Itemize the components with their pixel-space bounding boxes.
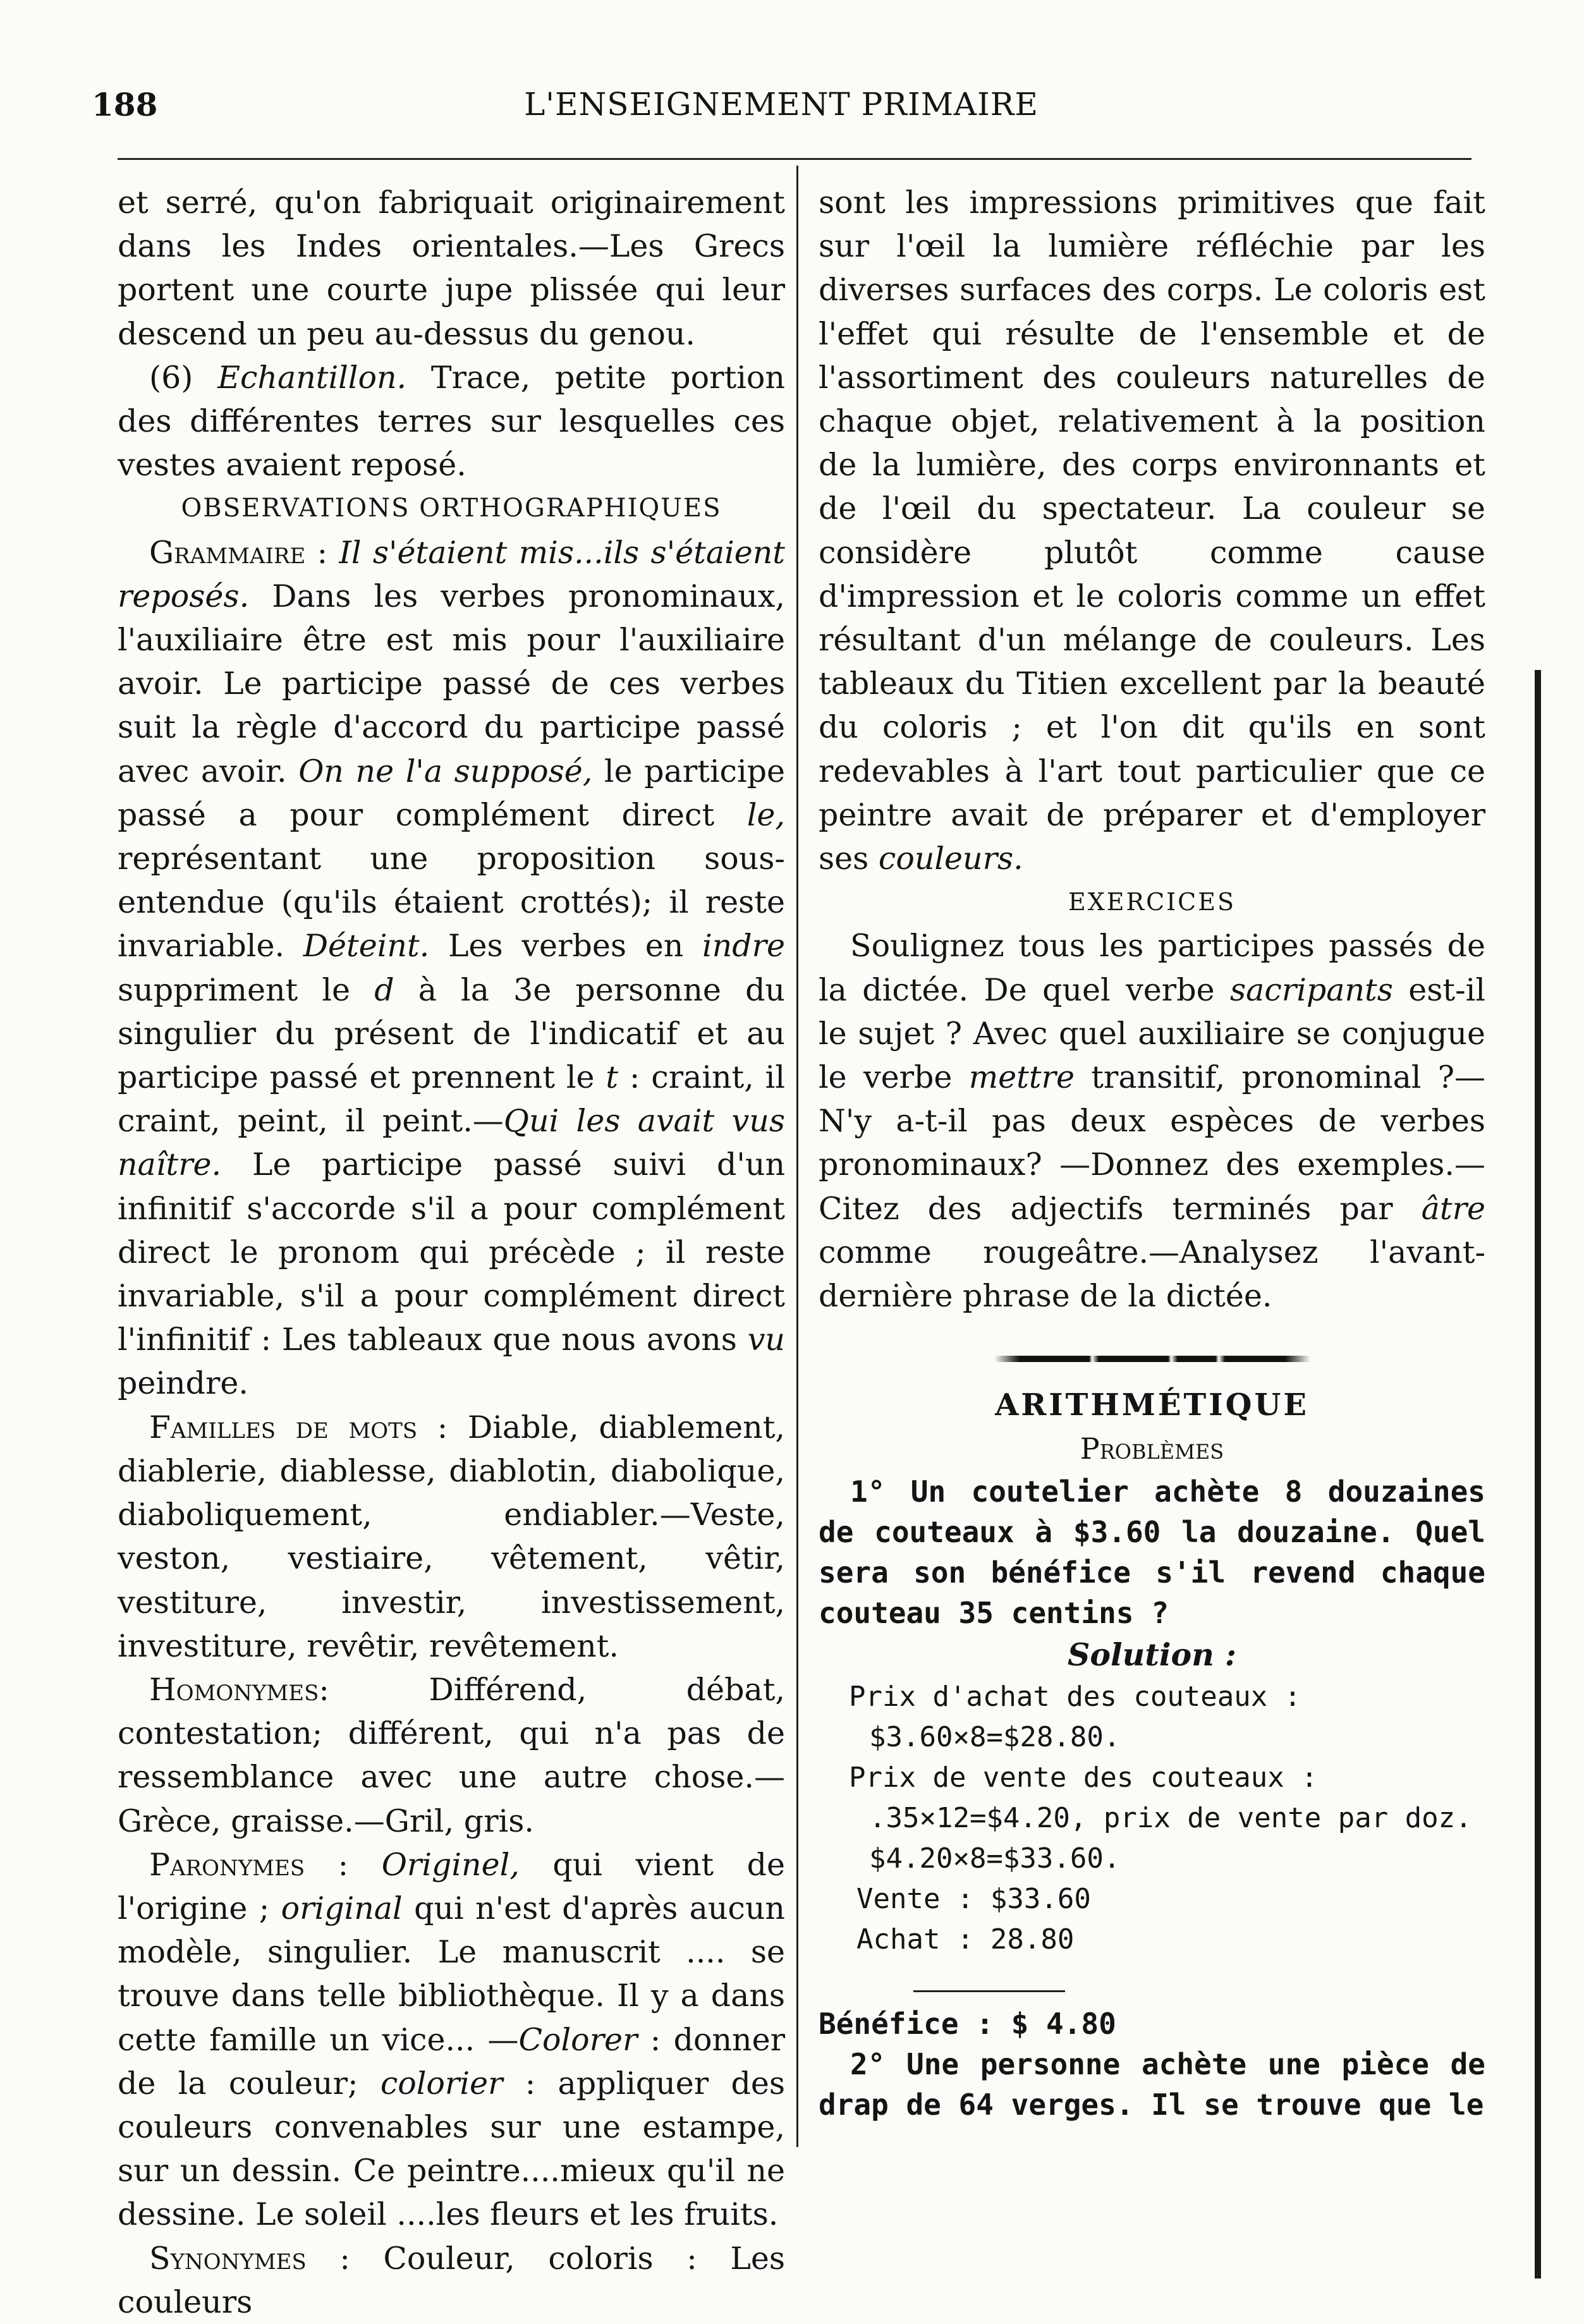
paragraph-jupe: et serré, qu'on fabriquait originairement dans les Indes orientales.—Les Grecs portent une courte jupe plissée qui leur descend un peu au-dessus du genou. [118, 185, 785, 352]
grammaire-paragraph [118, 531, 785, 1406]
solution-line: Prix de vente des couteaux : [849, 1761, 1318, 1794]
exercices-paragraph [819, 924, 1485, 1318]
text: sont les impressions primitives que fait sur l'œil la lumière réfléchie par les diverses surfaces des corps. Le coloris est l'effet qui résulte de l'ensemble et de l'assortiment des couleurs naturelles de chaque objet, relativement à la position de la lumière, des corps environnants et de l'œil du spectateur. La couleur se considère plutôt comme cause d'impression et le coloris comme un effet résultant d'un mélange de couleurs. Les tableaux du Titien excellent par la beauté du coloris ; et l'on dit qu'ils en sont redevables à l'art tout particulier que ce peintre avait de préparer et d'employer ses [819, 185, 1485, 877]
note-term: Echantillon. [217, 359, 407, 396]
example: colorier [380, 2065, 503, 2102]
text: suppriment le [118, 971, 375, 1008]
text: Les verbes en [429, 928, 702, 964]
text: Diable, diablement, diablerie, diablesse, diablotin, diabolique, diaboliquement, endiabler.—Veste, veston, vestiaire, vêtement, vêtir, vestiture, investir, investissement, investiture, revêtir, revêtement. [118, 1409, 785, 1664]
text: Couleur, coloris : Les couleurs [118, 2240, 785, 2320]
text: Dans les verbes pronominaux, l'auxiliaire être est mis pour l'auxiliaire avoir. Le participe passé de ces verbes suit la règle d'accord du participe passé avec avoir. [118, 578, 785, 789]
solution-line: .35×12=$4.20, prix de vente par doz. [869, 1801, 1472, 1834]
left-column [118, 181, 785, 2324]
page-number: 188 [92, 86, 158, 123]
problem-2: 2° Une personne achète une pièce de drap de 64 verges. Il se trouve que le [819, 2047, 1485, 2122]
text: : craint, il craint, peint, il peint.— [118, 1059, 785, 1140]
text: le participe passé a pour complément direct [118, 753, 786, 833]
text: à la 3e personne du singulier du présent de l'indicatif et au participe passé et prennent le [118, 971, 785, 1096]
example: le, [746, 796, 785, 833]
example: mettre [968, 1059, 1075, 1096]
text: Différend, débat, contestation; différent, qui n'a pas de ressemblance avec une autre chose.—Grèce, graisse.—Gril, gris. [118, 1671, 785, 1839]
page-header [92, 86, 1471, 137]
paronymes-label: Paronymes : [149, 1846, 349, 1883]
solution-line: Vente : $33.60 [856, 1882, 1091, 1915]
text: représentant une proposition sous-entendue (qu'ils étaient crottés); il reste invariable. [118, 841, 785, 964]
solution-line: Prix d'achat des couteaux : [849, 1680, 1301, 1713]
example: original [281, 1890, 403, 1926]
text: qui n'est d'après aucun modèle, singulier. Le manuscrit .... se trouve dans telle bibliothèque. Il y a dans cette famille un vice... — [118, 1890, 785, 2058]
paragraph-couleurs [819, 181, 1485, 880]
sum-rule [913, 1990, 1065, 1992]
paronymes-paragraph [118, 1843, 785, 2237]
example: Qui les avait vus naître. [118, 1103, 785, 1183]
text: transitif, pronominal ?—N'y a-t-il pas deux espèces de verbes pronominaux? —Donnez des exemples.—Citez des adjectifs terminés par [819, 1059, 1485, 1227]
homonymes-paragraph [118, 1668, 785, 1843]
text: comme rougeâtre.—Analysez l'avant-dernière phrase de la dictée. [819, 1234, 1485, 1315]
solution-line: $3.60×8=$28.80. [869, 1720, 1121, 1753]
grammaire-label: Grammaire : [149, 534, 328, 571]
example: vu [747, 1322, 785, 1358]
text: Le participe passé suivi d'un infinitif s'accorde s'il a pour complément direct le pronom qui précède ; il reste invariable, s'il a pour complément direct l'infinitif : Les tableaux que nous avons [118, 1147, 785, 1358]
observations-heading: OBSERVATIONS ORTHOGRAPHIQUES [181, 494, 722, 523]
familles-paragraph [118, 1406, 785, 1668]
example: Il s'étaient mis...ils s'étaient reposés. [118, 534, 785, 614]
right-margin-bar [1535, 670, 1541, 2278]
text: : appliquer des couleurs convenables sur une estampe, sur un dessin. Ce peintre....mieux qu'il ne dessine. Le soleil ....les fleurs et les fruits. [118, 2065, 785, 2233]
right-column [819, 181, 1485, 2125]
example: âtre [1421, 1190, 1485, 1227]
running-title: L'ENSEIGNEMENT PRIMAIRE [524, 86, 1039, 123]
example: couleurs. [878, 841, 1023, 877]
exercices-heading: EXERCICES [1068, 888, 1236, 916]
text: qui vient de l'origine ; [118, 1846, 786, 1926]
solution-line: Achat : 28.80 [856, 1923, 1075, 1956]
synonymes-label: Synonymes : [149, 2240, 350, 2277]
example: indre [702, 928, 785, 964]
text: : donner de la couleur; [118, 2021, 785, 2102]
text: est-il le sujet ? Avec quel auxiliaire se conjugue le verbe [819, 971, 1485, 1096]
header-rule [118, 158, 1471, 160]
example: Colorer [518, 2021, 638, 2058]
note-number: (6) [149, 359, 218, 396]
note-echantillon [118, 356, 785, 487]
text: Soulignez tous les participes passés de la dictée. De quel verbe [819, 928, 1485, 1008]
homonymes-label: Homonymes: [149, 1671, 329, 1708]
example: sacripants [1229, 971, 1393, 1008]
synonymes-paragraph [118, 2237, 785, 2324]
note-text: Trace, petite portion des différentes terres sur lesquelles ces vestes avaient reposé. [118, 359, 785, 484]
solution-line: $4.20×8=$33.60. [869, 1842, 1121, 1875]
familles-label: Familles de mots : [149, 1409, 448, 1445]
example: Originel, [381, 1846, 520, 1883]
ornament-rule [994, 1356, 1310, 1362]
example: On ne l'a supposé, [298, 753, 593, 789]
problemes-heading: Problèmes [1080, 1432, 1224, 1466]
benefice-line: Bénéfice : $ 4.80 [819, 2007, 1116, 2041]
problem-1: 1° Un coutelier achète 8 douzaines de couteaux à $3.60 la douzaine. Quel sera son bénéfice s'il revend chaque couteau 35 centins ? [819, 1474, 1485, 1630]
example: Déteint. [303, 928, 430, 964]
example: d [374, 971, 394, 1008]
column-divider [796, 166, 798, 2147]
text: peindre. [118, 1365, 248, 1402]
solution-heading: Solution : [1067, 1636, 1236, 1673]
example: t [606, 1059, 619, 1096]
arithmetique-heading: ARITHMÉTIQUE [995, 1387, 1309, 1423]
